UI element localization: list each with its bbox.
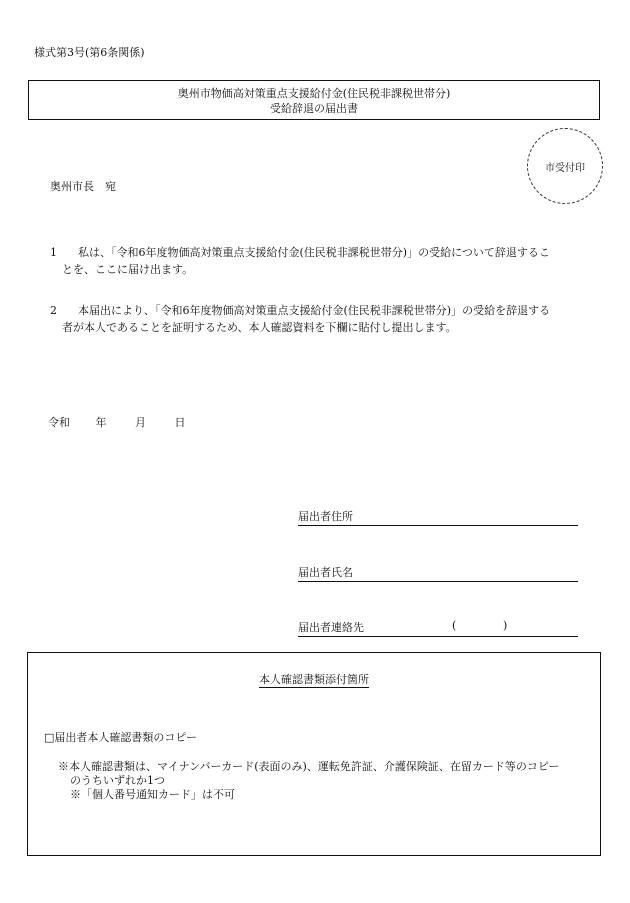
address-label: 届出者住所 bbox=[298, 510, 353, 523]
contact-paren-close: ) bbox=[503, 619, 508, 632]
id-copy-checkbox-item[interactable]: □届出者本人確認書類のコピー bbox=[44, 731, 197, 744]
clause-2-number: 2 bbox=[50, 304, 57, 317]
form-title-box bbox=[28, 80, 600, 120]
contact-field[interactable] bbox=[298, 619, 578, 637]
note-line1: ※本人確認書類は、マイナンバーカード(表面のみ)、運転免許証、介護保険証、在留カード等のコピー bbox=[58, 760, 560, 773]
name-label: 届出者氏名 bbox=[298, 566, 353, 579]
attachment-note bbox=[58, 760, 588, 802]
clause-2-line2: 者が本人であることを証明するため、本人確認資料を下欄に貼付し提出します。 bbox=[62, 321, 457, 334]
date-day: 日 bbox=[174, 416, 186, 429]
reception-stamp-area bbox=[527, 128, 603, 204]
date-year: 年 bbox=[95, 416, 107, 429]
clause-2-line1: 本届出により、「令和6年度物価高対策重点支援給付金(住民税非課税世帯分)」の受給を辞退する bbox=[78, 304, 551, 317]
clause-1-line2: とを、ここに届け出ます。 bbox=[62, 263, 194, 276]
form-title-line1: 奥州市物価高対策重点支援給付金(住民税非課税世帯分) bbox=[177, 87, 451, 100]
address-field[interactable] bbox=[298, 508, 578, 526]
date-era: 令和 bbox=[48, 416, 70, 429]
contact-paren-open: ( bbox=[452, 619, 457, 632]
id-attachment-box bbox=[27, 652, 601, 856]
note-line2: のうちいずれか1つ bbox=[70, 774, 165, 787]
form-title-line2: 受給辞退の届出書 bbox=[270, 102, 358, 115]
date-line bbox=[48, 414, 186, 430]
stamp-label: 市受付印 bbox=[545, 162, 585, 174]
name-field[interactable] bbox=[298, 564, 578, 582]
date-month: 月 bbox=[135, 416, 146, 429]
clause-1 bbox=[50, 244, 582, 278]
clause-1-number: 1 bbox=[50, 246, 57, 259]
contact-label: 届出者連絡先 bbox=[298, 621, 364, 634]
clause-1-line1: 私は、「令和6年度物価高対策重点支援給付金(住民税非課税世帯分)」の受給について辞退するこ bbox=[78, 246, 550, 259]
clause-2 bbox=[50, 302, 582, 336]
addressee: 奥州市長 宛 bbox=[50, 180, 116, 193]
attachment-title: 本人確認書類添付箇所 bbox=[259, 673, 369, 686]
note-line3: ※「個人番号通知カード」は不可 bbox=[70, 788, 235, 801]
form-number: 様式第3号(第6条関係) bbox=[34, 46, 145, 59]
